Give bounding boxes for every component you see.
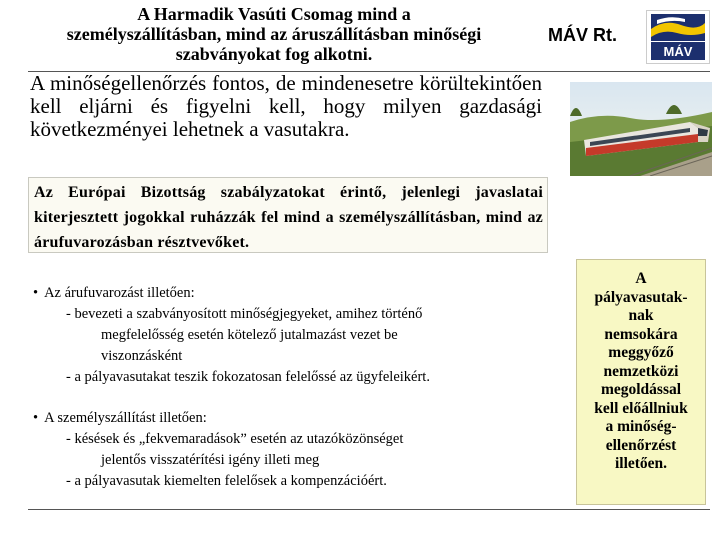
conclusion-line: megoldással [600,381,682,398]
bullet-line: megfelelősség esetén kötelező jutalmazást vezet be [101,327,398,343]
bullet-line: - késések és „fekvemaradások” esetén az utazóközönséget [66,431,404,447]
bullet-line: jelentős visszatérítési igény illeti meg [101,452,320,468]
bullet-line: viszonzásként [101,348,183,364]
bullet-list [33,283,543,492]
commission-proposal-box [28,177,548,253]
conclusion-line: meggyőző [608,344,674,361]
conclusion-line: illetően. [614,455,668,472]
logo-text: MÁV [663,44,693,59]
bullet-line: - a pályavasutakat teszik fokozatosan felelőssé az ügyfeleikért. [66,369,430,385]
bullet-heading [33,408,543,429]
bullet-passenger [33,408,543,492]
title-line: személyszállításban, mind az áruszállításban minőségi [66,24,482,44]
bullet-icon: • [33,285,39,301]
bullet-line: - a pályavasutak kiemelten felelősek a kompenzációért. [66,473,387,489]
bullet-heading [33,283,543,304]
commission-proposal-text: Az Európai Bizottság szabályzatokat érintő, jelenlegi javaslatai kiterjesztett jogokkal ruházzák fel mind a személyszállításban, mind az árufuvarozásban résztvevőket. [34,184,543,251]
slide-title [8,4,540,64]
conclusion-box [576,259,706,505]
conclusion-line: nemzetközi [603,362,679,380]
title-line: A Harmadik Vasúti Csomag mind a [137,4,411,24]
org-name: MÁV Rt. [548,25,617,45]
bullet-heading-text: Az árufuvarozást illetően: [44,285,195,301]
conclusion-line: nemsokára [604,325,678,343]
conclusion-line: A [635,270,647,287]
bullet-freight [33,283,543,388]
mav-logo-icon [646,10,710,64]
bottom-divider [28,509,710,510]
conclusion-line: a minőség- [605,418,677,435]
intro-paragraph: A minőségellenőrzés fontos, de mindenesetre körültekintően kell eljárni és figyelni kell, hogy milyen gazdasági következményei lehetnek a vasutakra. [30,71,542,141]
conclusion-line: nak [628,307,654,324]
train-photo-icon [570,82,712,176]
conclusion-line: ellenőrzést [605,436,677,454]
bullet-icon: • [33,410,39,426]
title-line: szabványokat fog alkotni. [175,44,373,64]
conclusion-line: kell előállniuk [594,399,688,417]
bullet-heading-text: A személyszállítást illetően: [44,410,207,426]
conclusion-line: pályavasutak- [594,288,688,306]
bullet-line: - bevezeti a szabványosított minőségjegyeket, amihez történő [66,306,423,322]
